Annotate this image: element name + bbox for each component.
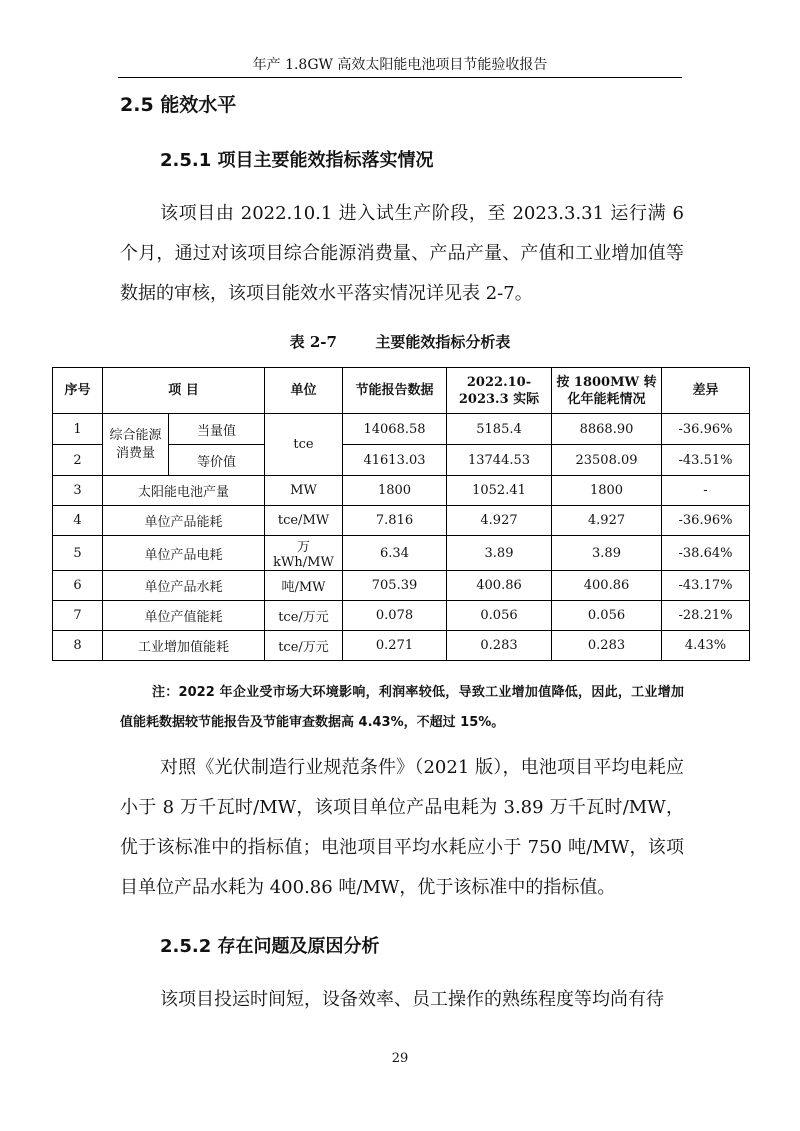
table-row [53,536,750,571]
cell-actual: 5185.4 [447,414,552,445]
cell-converted: 3.89 [552,536,662,571]
cell-report: 705.39 [343,571,447,601]
cell-converted: 0.056 [552,601,662,631]
table-row [53,414,750,445]
cell-item: 等价值 [169,445,265,476]
cell-diff: -36.96% [662,414,750,445]
cell-seq: 5 [53,536,103,571]
table-row [53,601,750,631]
cell-actual: 0.056 [447,601,552,631]
cell-item: 当量值 [169,414,265,445]
header-item: 项 目 [103,368,265,414]
cell-seq: 7 [53,601,103,631]
cell-diff: -43.51% [662,445,750,476]
header-report: 节能报告数据 [343,368,447,414]
running-header: 年产 1.8GW 高效太阳能电池项目节能验收报告 [252,57,548,73]
cell-unit: tce/万元 [265,631,343,661]
header-rule [118,77,682,78]
cell-diff: - [662,476,750,506]
cell-item: 单位产品能耗 [103,506,265,536]
cell-diff: -28.21% [662,601,750,631]
cell-converted: 400.86 [552,571,662,601]
cell-seq: 3 [53,476,103,506]
cell-actual: 0.283 [447,631,552,661]
table-row [53,571,750,601]
cell-actual: 4.927 [447,506,552,536]
issues-paragraph: 该项目投运时间短，设备效率、员工操作的熟练程度等均尚有待 [160,989,664,1010]
cell-diff: -43.17% [662,571,750,601]
intro-paragraph: 该项目由 2022.10.1 进入试生产阶段，至 2023.3.31 运行满 6 个月，通过对该项目综合能源消费量、产品产量、产值和工业增加值等数据的审核，该项目能效水平落实情况详见表 2-7。 [120,203,684,304]
cell-actual: 3.89 [447,536,552,571]
cell-item: 太阳能电池产量 [103,476,265,506]
energy-efficiency-table [52,367,750,661]
cell-report: 7.816 [343,506,447,536]
page-number: 29 [391,1051,409,1066]
table-row [53,631,750,661]
cell-item: 工业增加值能耗 [103,631,265,661]
standards-paragraph: 对照《光伏制造行业规范条件》（2021 版），电池项目平均电耗应小于 8 万千瓦时/MW，该项目单位产品电耗为 3.89 万千瓦时/MW，优于该标准中的指标值；电池项目平均水耗应小于 750 吨/MW，该项目单位产品水耗为 400.86 吨/MW，优于该标准中的指标值。 [120,757,684,898]
cell-unit: 万 kWh/MW [265,536,343,571]
header-unit: 单位 [265,368,343,414]
cell-seq: 2 [53,445,103,476]
cell-report: 0.078 [343,601,447,631]
cell-unit: tce/万元 [265,601,343,631]
subsection-heading-2-5-2: 2.5.2 存在问题及原因分析 [160,936,380,957]
cell-report: 14068.58 [343,414,447,445]
cell-seq: 1 [53,414,103,445]
cell-converted: 1800 [552,476,662,506]
table-note: 注：2022 年企业受市场大环境影响，利润率较低，导致工业增加值降低，因此，工业增加值能耗数据较节能报告及节能审查数据高 4.43%，不超过 15%。 [120,685,684,730]
header-seq: 序号 [53,368,103,414]
cell-report: 0.271 [343,631,447,661]
cell-unit: MW [265,476,343,506]
cell-converted: 0.283 [552,631,662,661]
cell-converted: 8868.90 [552,414,662,445]
cell-report: 41613.03 [343,445,447,476]
cell-item: 单位产值能耗 [103,601,265,631]
table-row [53,476,750,506]
cell-converted: 4.927 [552,506,662,536]
header-actual: 2022.10-2023.3 实际 [447,368,552,414]
section-heading: 2.5 能效水平 [120,94,237,116]
header-converted: 按 1800MW 转化年能耗情况 [552,368,662,414]
cell-item: 单位产品水耗 [103,571,265,601]
table-caption [118,332,682,352]
cell-diff: -38.64% [662,536,750,571]
cell-seq: 6 [53,571,103,601]
cell-actual: 400.86 [447,571,552,601]
header-diff: 差异 [662,368,750,414]
cell-converted: 23508.09 [552,445,662,476]
cell-report: 1800 [343,476,447,506]
cell-diff: -36.96% [662,506,750,536]
cell-report: 6.34 [343,536,447,571]
cell-unit: tce [265,414,343,476]
cell-unit: tce/MW [265,506,343,536]
cell-diff: 4.43% [662,631,750,661]
cell-seq: 8 [53,631,103,661]
cell-item: 单位产品电耗 [103,536,265,571]
table-header-row [53,368,750,414]
table-caption-title: 主要能效指标分析表 [375,333,511,351]
table-row [53,506,750,536]
cell-unit: 吨/MW [265,571,343,601]
cell-seq: 4 [53,506,103,536]
table-caption-number: 表 2-7 [289,333,337,351]
subsection-heading-2-5-1: 2.5.1 项目主要能效指标落实情况 [160,150,434,171]
cell-actual: 13744.53 [447,445,552,476]
cell-group-label: 综合能源消费量 [103,414,169,476]
cell-actual: 1052.41 [447,476,552,506]
